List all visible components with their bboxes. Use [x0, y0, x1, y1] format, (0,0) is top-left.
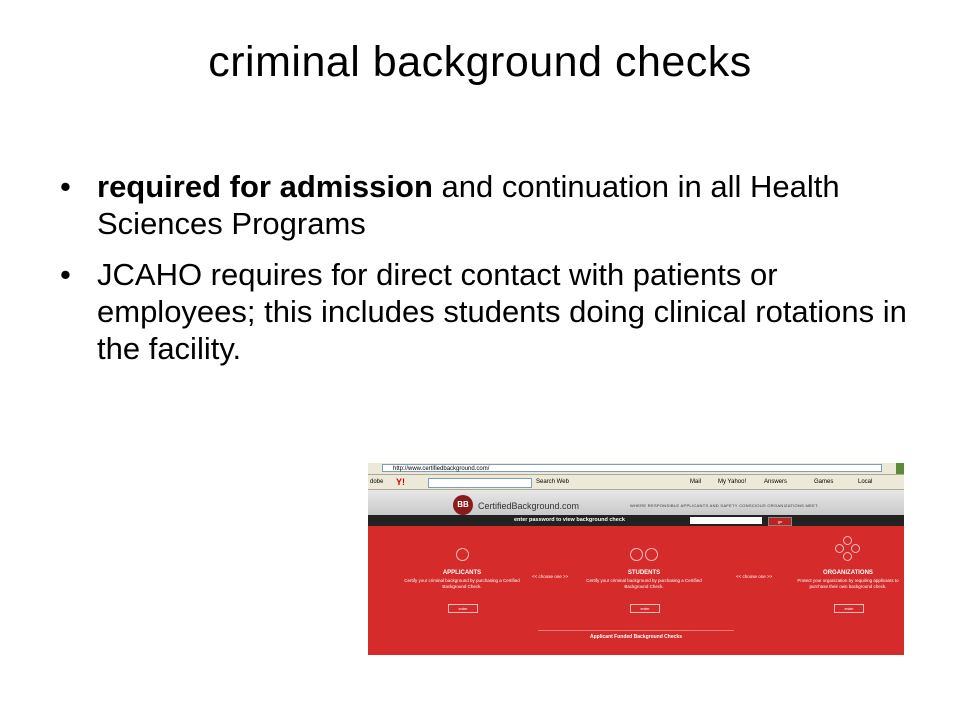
tagline: WHERE RESPONSIBLE APPLICANTS AND SAFETY CONSCIOUS ORGANIZATIONS MEET. [630, 503, 819, 508]
yahoo-logo-icon: Y! [396, 477, 405, 487]
go-arrow-icon [896, 463, 904, 474]
logo-text: CertifiedBackground.com [478, 501, 580, 511]
choose-one-label: << choose one >> [532, 574, 569, 579]
toolbar-brand: dobe [370, 479, 384, 485]
footer-divider [538, 630, 734, 631]
bullet-item [60, 256, 920, 367]
column-text: Certify your criminal background by purchasing a Certified Background Check. [586, 578, 702, 589]
column-heading: ORGANIZATIONS [823, 570, 873, 576]
two-circles-icon [584, 548, 704, 562]
enter-button: enter [630, 604, 660, 613]
bullet-item [60, 168, 920, 242]
mail-label: Mail [690, 479, 702, 485]
address-field: http://www.certifiedbackground.com/ [382, 464, 882, 472]
go-button: go [768, 517, 792, 526]
main-panel [368, 526, 904, 655]
bullet-bold-text: required for admission [97, 169, 433, 204]
enter-button: enter [448, 604, 478, 613]
choose-one-label: << choose one >> [736, 574, 773, 579]
bullet-text: and continuation in all Health Sciences Programs [97, 169, 840, 241]
column-text: Protect your organization by requiring applicants to purchase their own background check. [797, 578, 899, 589]
column-text: Certify your criminal background by purchasing a Certified Background Check. [404, 578, 520, 589]
column-heading: APPLICANTS [442, 570, 482, 576]
website-screenshot [368, 463, 904, 655]
password-input [690, 517, 762, 524]
answers-label: Answers [764, 479, 788, 485]
password-bar [368, 515, 904, 526]
slide-title: criminal background checks [208, 38, 752, 86]
browser-toolbar [368, 475, 904, 490]
bullet-dot: • [60, 169, 71, 204]
column-heading: STUDENTS [627, 570, 661, 576]
bullet-text: JCAHO requires for direct contact with patients or employees; this includes students doing clinical rotations in the facility. [97, 257, 907, 366]
logo-icon: BB [453, 495, 473, 515]
bullet-list [60, 168, 920, 381]
bullet-dot: • [60, 257, 71, 292]
circle-icon [402, 548, 522, 562]
password-label: enter password to view background check [514, 517, 625, 523]
my-yahoo-label: My Yahoo! [718, 479, 747, 485]
address-bar [368, 463, 904, 475]
circle-cluster-icon [788, 536, 904, 562]
footer-text: Applicant Funded Background Checks [590, 634, 682, 640]
enter-button: enter [834, 604, 864, 613]
toolbar-search-field [428, 478, 532, 488]
local-label: Local [858, 479, 873, 485]
games-label: Games [814, 479, 834, 485]
search-web-label: Search Web [536, 479, 569, 485]
